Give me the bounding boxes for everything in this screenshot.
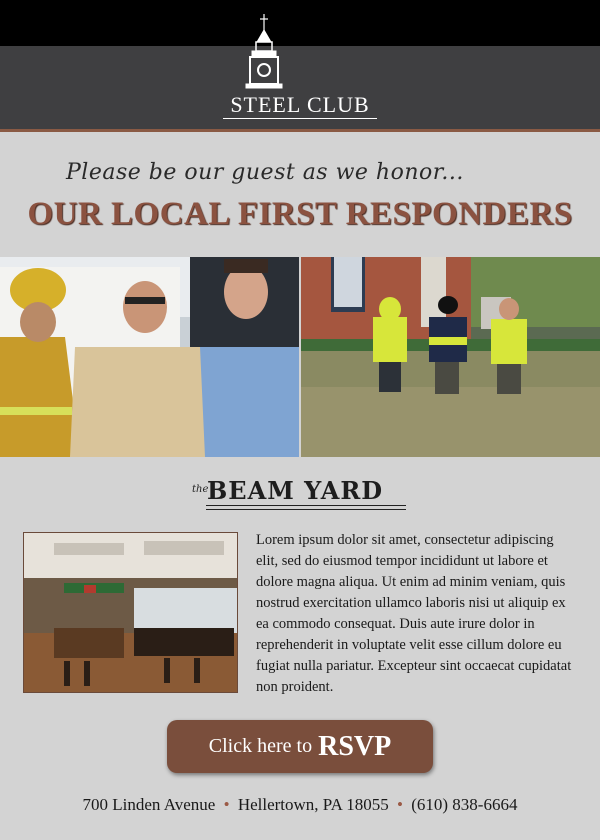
clock-tower-icon [221,10,379,92]
event-title: OUR LOCAL FIRST RESPONDERS [27,196,573,232]
bar-interior-photo [23,532,238,693]
separator-dot: • [223,795,230,814]
footer-phone[interactable]: (610) 838-6664 [411,795,518,814]
separator-dot: • [397,795,403,814]
beam-yard-name: BEAM YARD [207,476,384,505]
invitation-intro: Please be our guest as we honor... [66,160,464,185]
beam-yard-logo[interactable] [190,476,410,512]
header-divider [0,129,600,132]
footer-contact [0,795,600,815]
rsvp-button[interactable] [167,720,433,773]
footer-city: Hellertown, PA 18055 [237,795,389,814]
event-description: Lorem ipsum dolor sit amet, consectetur adipiscing elit, sed do eiusmod tempor incididunt ut labore et dolore magna aliqua. Ut enim ad minim veniam, quis nostrud exercitation ullamco laboris nisi ut aliquip ex ea commodo consequat. Duis aute irure dolor in reprehenderit in voluptate velit esse cillum dolore eu fugiat nulla pariatur. Excepteur sint occaecat cupidatat non proident. [256,532,572,695]
beam-yard-prefix: the [192,484,209,495]
first-responders-photo [0,257,299,457]
steel-club-logo[interactable] [221,10,379,118]
rsvp-label: RSVP [318,730,392,762]
club-name: STEEL CLUB [230,92,370,117]
beam-yard-underline [206,505,406,510]
flood-rescue-photo [301,257,600,457]
logo-underline [223,118,377,119]
rsvp-prefix: Click here to [208,735,313,757]
footer-address: 700 Linden Avenue [82,795,216,814]
